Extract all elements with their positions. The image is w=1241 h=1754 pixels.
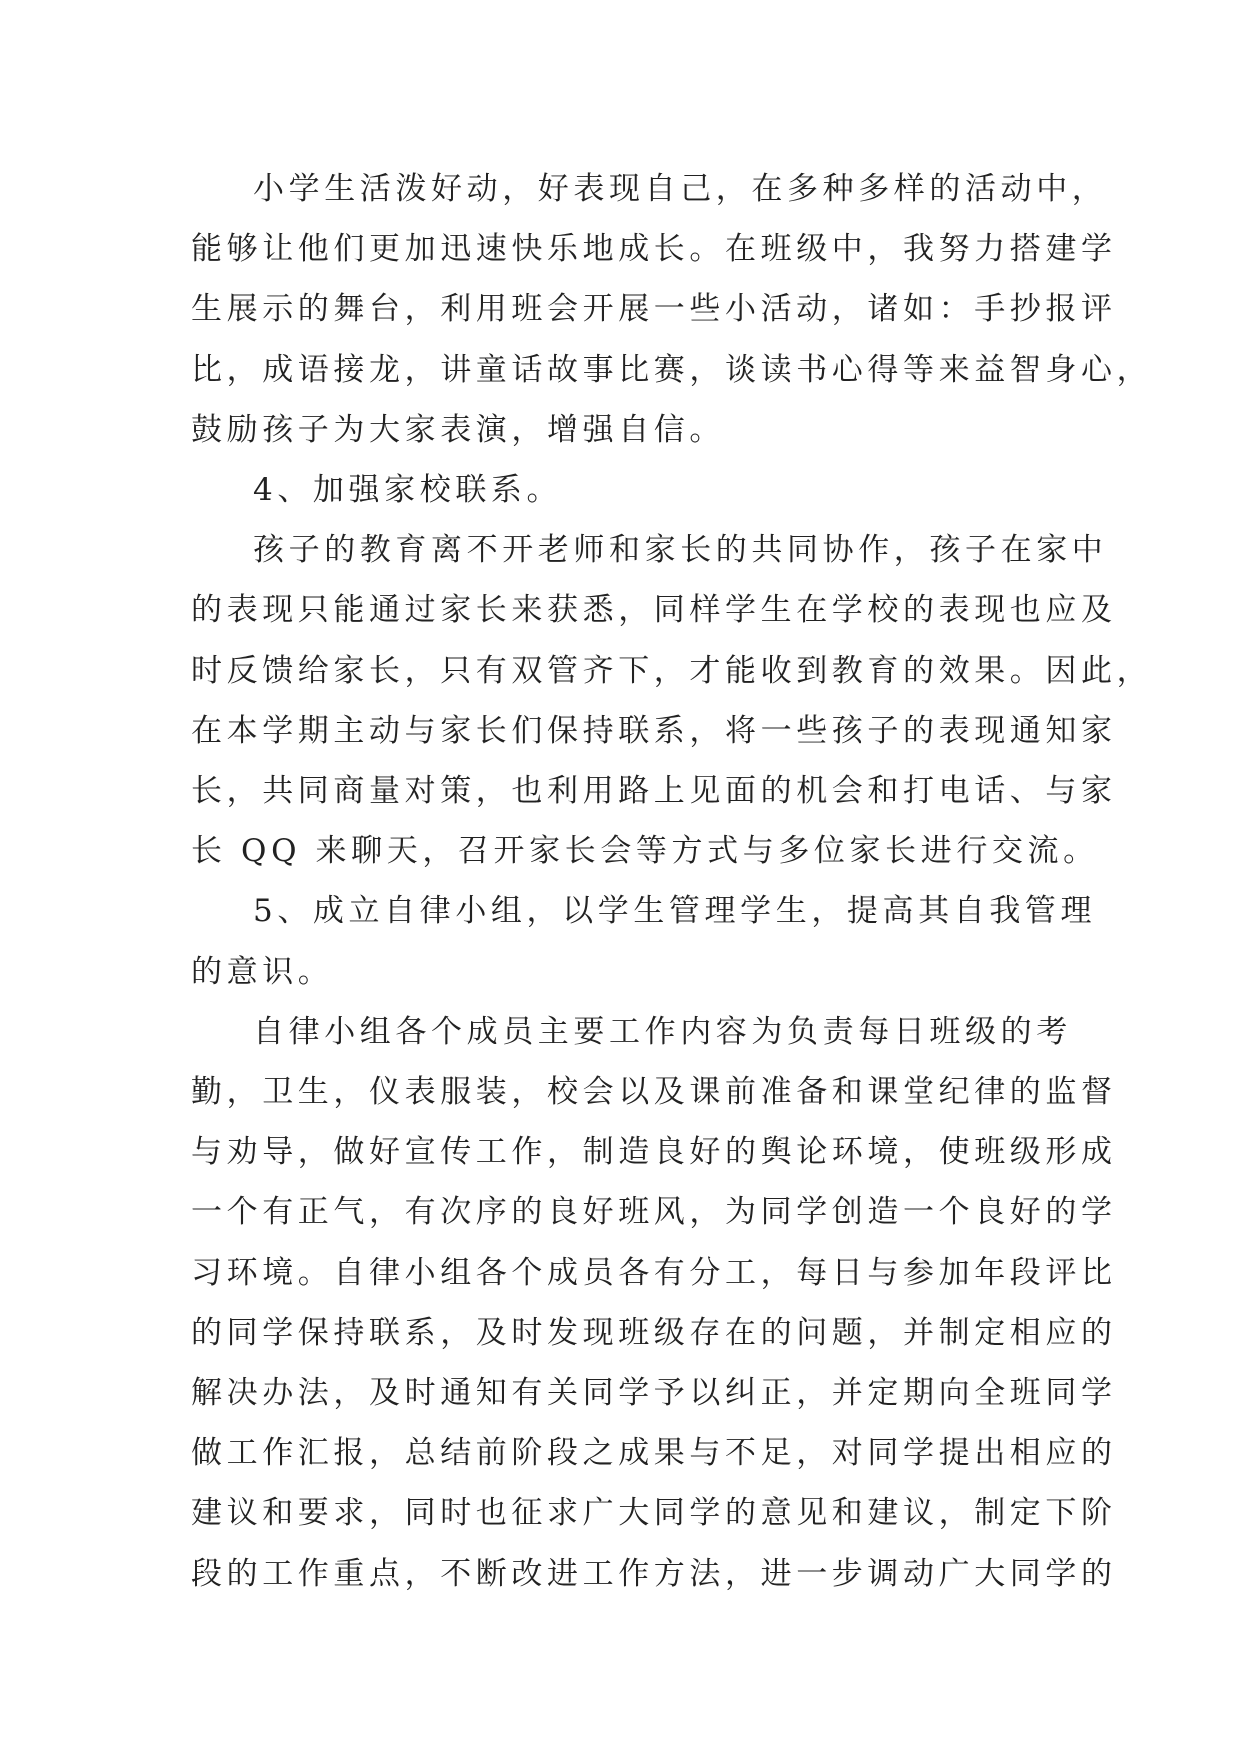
text-line: 鼓励孩子为大家表演，增强自信。 xyxy=(191,411,725,448)
text-line: 解决办法，及时通知有关同学予以纠正，并定期向全班同学 xyxy=(191,1375,1117,1412)
text-line: 勤，卫生，仪表服装，校会以及课前准备和课堂纪律的监督 xyxy=(191,1074,1117,1111)
text-line: 的表现只能通过家长来获悉，同样学生在学校的表现也应及 xyxy=(191,592,1117,629)
document-body xyxy=(191,159,1153,1604)
text-line: 孩子的教育离不开老师和家长的共同协作，孩子在家中 xyxy=(253,532,1108,569)
text-line: 长，共同商量对策，也利用路上见面的机会和打电话、与家 xyxy=(191,773,1117,810)
text-line: 的同学保持联系，及时发现班级存在的问题，并制定相应的 xyxy=(191,1314,1117,1351)
text-line: 做工作汇报，总结前阶段之成果与不足，对同学提出相应的 xyxy=(191,1435,1117,1472)
text-line: 自律小组各个成员主要工作内容为负责每日班级的考 xyxy=(253,1013,1072,1050)
text-line: 一个有正气，有次序的良好班风，为同学创造一个良好的学 xyxy=(191,1194,1117,1231)
text-line: 在本学期主动与家长们保持联系，将一些孩子的表现通知家 xyxy=(191,712,1117,749)
text-line: 小学生活泼好动，好表现自己，在多种多样的活动中， xyxy=(253,171,1108,207)
text-line: 建议和要求，同时也征求广大同学的意见和建议，制定下阶 xyxy=(191,1495,1117,1532)
text-line: 的意识。 xyxy=(191,953,334,990)
text-line: 5、成立自律小组，以学生管理学生，提高其自我管理 xyxy=(253,893,1097,930)
text-line: 4、加强家校联系。 xyxy=(253,472,563,509)
text-line: 生展示的舞台，利用班会开展一些小活动，诸如：手抄报评 xyxy=(191,291,1117,328)
text-line: 比，成语接龙，讲童话故事比赛，谈读书心得等来益智身心， xyxy=(191,351,1153,388)
text-line: 习环境。自律小组各个成员各有分工，每日与参加年段评比 xyxy=(191,1254,1117,1291)
paragraph-home-school xyxy=(191,520,1153,881)
text-line: 长 QQ 来聊天，召开家长会等方式与多位家长进行交流。 xyxy=(191,833,1099,870)
text-line: 能够让他们更加迅速快乐地成长。在班级中，我努力搭建学 xyxy=(191,231,1117,268)
section-heading-home-school xyxy=(191,460,1060,520)
text-line: 段的工作重点，不断改进工作方法，进一步调动广大同学的 xyxy=(191,1555,1117,1592)
text-line: 与劝导，做好宣传工作，制造良好的舆论环境，使班级形成 xyxy=(191,1134,1117,1171)
text-line: 时反馈给家长，只有双管齐下，才能收到教育的效果。因此， xyxy=(191,652,1153,689)
paragraph-activities xyxy=(191,159,1153,460)
section-heading-self-discipline xyxy=(191,881,1097,1001)
paragraph-self-discipline xyxy=(191,1002,1117,1604)
